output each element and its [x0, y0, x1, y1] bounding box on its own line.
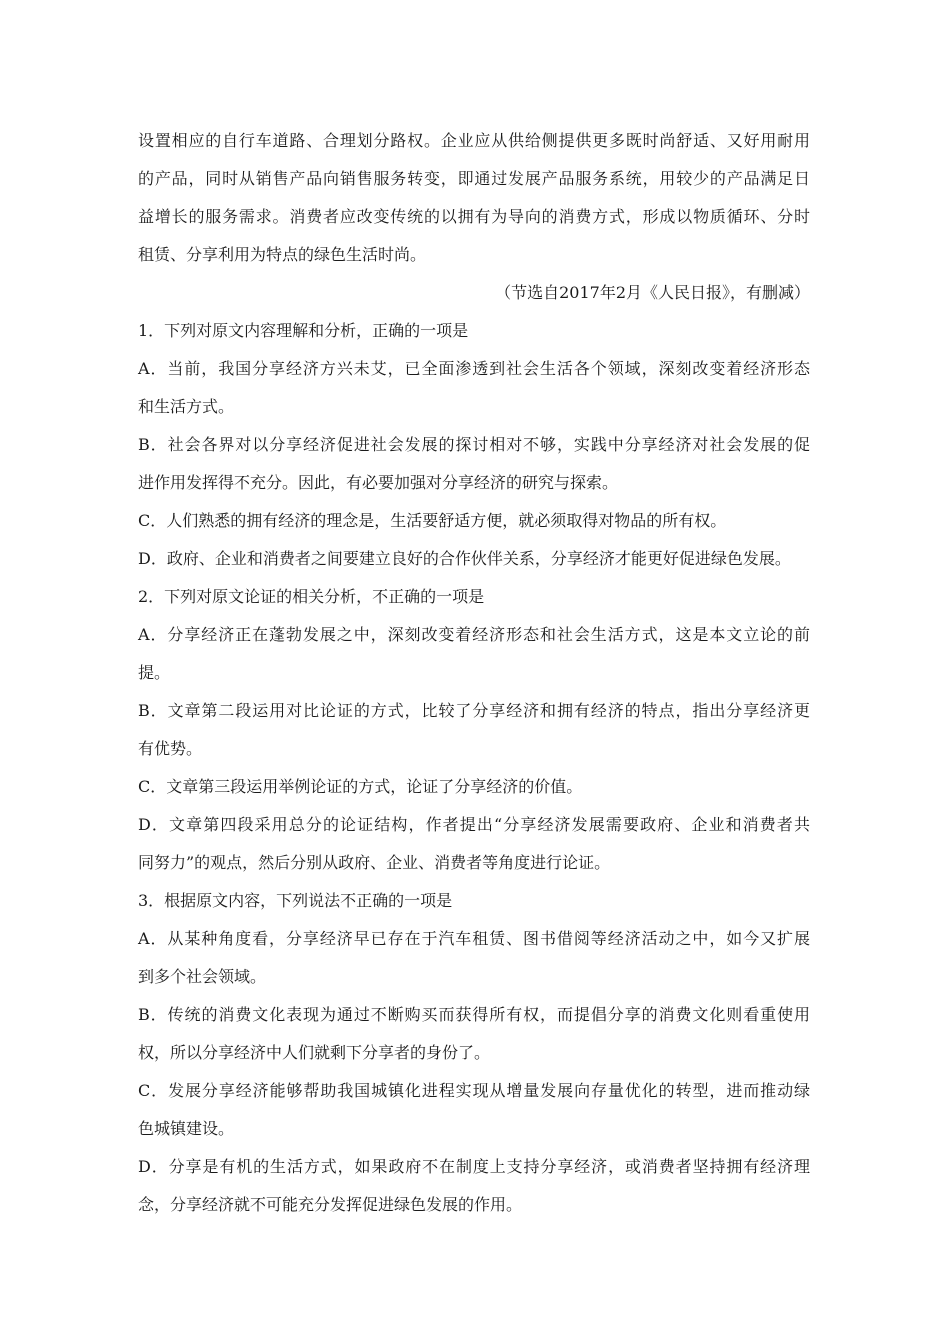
question-stem: 1．下列对原文内容理解和分析，正确的一项是: [138, 321, 469, 340]
option-c: C．发展分享经济能够帮助我国城镇化进程实现从增量发展向存量优化的转型，进而推动绿: [138, 1081, 810, 1100]
option-a-cont: 到多个社会领域。: [138, 967, 267, 986]
question-stem: 2．下列对原文论证的相关分析，不正确的一项是: [138, 587, 485, 606]
question-3: [138, 882, 810, 1224]
option-b: B．传统的消费文化表现为通过不断购买而获得所有权，而提倡分享的消费文化则看重使用: [138, 1005, 810, 1024]
option-d-cont: 同努力”的观点，然后分别从政府、企业、消费者等角度进行论证。: [138, 853, 611, 872]
passage-line: 租赁、分享利用为特点的绿色生活时尚。: [138, 245, 427, 264]
passage-line: 的产品，同时从销售产品向销售服务转变，即通过发展产品服务系统，用较少的产品满足日: [138, 169, 810, 188]
option-a: A．当前，我国分享经济方兴未艾，已全面渗透到社会生活各个领域，深刻改变着经济形态: [138, 359, 810, 378]
passage-line: 益增长的服务需求。消费者应改变传统的以拥有为导向的消费方式，形成以物质循环、分时: [138, 207, 810, 226]
option-c: C．人们熟悉的拥有经济的理念是，生活要舒适方便，就必须取得对物品的所有权。: [138, 511, 727, 530]
option-d: D．分享是有机的生活方式，如果政府不在制度上支持分享经济，或消费者坚持拥有经济理: [138, 1157, 810, 1176]
document-page: [138, 122, 810, 1224]
option-c: C．文章第三段运用举例论证的方式，论证了分享经济的价值。: [138, 777, 583, 796]
option-a-cont: 和生活方式。: [138, 397, 235, 416]
option-b-cont: 权，所以分享经济中人们就剩下分享者的身份了。: [138, 1043, 491, 1062]
option-a: A．从某种角度看，分享经济早已存在于汽车租赁、图书借阅等经济活动之中，如今又扩展: [138, 929, 810, 948]
option-b: B．社会各界对以分享经济促进社会发展的探讨相对不够，实践中分享经济对社会发展的促: [138, 435, 810, 454]
passage: [138, 122, 810, 312]
passage-line: 设置相应的自行车道路、合理划分路权。企业应从供给侧提供更多既时尚舒适、又好用耐用: [138, 131, 810, 150]
option-d: D．政府、企业和消费者之间要建立良好的合作伙伴关系，分享经济才能更好促进绿色发展。: [138, 549, 791, 568]
question-stem: 3．根据原文内容，下列说法不正确的一项是: [138, 891, 453, 910]
option-b: B．文章第二段运用对比论证的方式，比较了分享经济和拥有经济的特点，指出分享经济更: [138, 701, 810, 720]
question-2: [138, 578, 810, 882]
question-1: [138, 312, 810, 578]
option-a-cont: 提。: [138, 663, 171, 682]
option-c-cont: 色城镇建设。: [138, 1119, 235, 1138]
source-citation: （节选自2017年2月《人民日报》，有删减）: [495, 283, 810, 302]
option-d-cont: 念，分享经济就不可能充分发挥促进绿色发展的作用。: [138, 1195, 523, 1214]
option-b-cont: 有优势。: [138, 739, 203, 758]
option-a: A．分享经济正在蓬勃发展之中，深刻改变着经济形态和社会生活方式，这是本文立论的前: [138, 625, 810, 644]
option-b-cont: 进作用发挥得不充分。因此，有必要加强对分享经济的研究与探索。: [138, 473, 619, 492]
option-d: D．文章第四段采用总分的论证结构，作者提出“分享经济发展需要政府、企业和消费者共: [138, 815, 810, 834]
